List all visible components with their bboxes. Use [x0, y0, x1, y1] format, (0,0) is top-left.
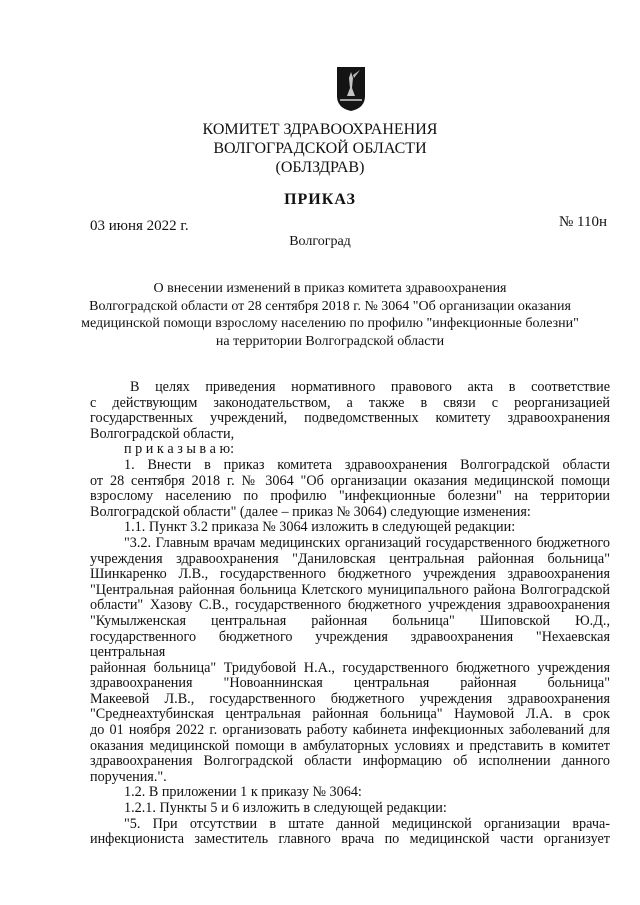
- text-line: районная больница" Тридубовой Н.А., государственного бюджетного учреждения: [90, 659, 610, 676]
- subject-line: О внесении изменений в приказ комитета здравоохранения: [153, 281, 507, 296]
- text-line: государственных учреждений, подведомственных комитету здравоохранения: [90, 410, 610, 427]
- organization-name-line2: ВОЛГОГРАДСКОЙ ОБЛАСТИ: [213, 140, 427, 157]
- order-date: 03 июня 2022 г.: [90, 218, 189, 234]
- text-line: "Центральная районная больница Клетского муниципального района Волгоградской: [90, 581, 610, 598]
- text-line: взрослому населению по профилю "инфекционные болезни" на территории: [90, 488, 610, 505]
- text-line: Волгоградской области" (далее – приказ № 3064) следующие изменения:: [90, 503, 531, 520]
- orders-word: п р и к а з ы в а ю:: [124, 441, 235, 458]
- subject-line: Волгоградской области от 28 сентября 2018 г. № 3064 "Об организации оказания: [89, 298, 571, 314]
- text-line: Макеевой Л.В., государственного бюджетного учреждения здравоохранения: [90, 690, 610, 707]
- text-line: здравоохранения Волгоградской области информацию об исполнении данного: [90, 753, 610, 770]
- item-3-2-quote-paragraph: [90, 536, 610, 552]
- text-line: оказания медицинской помощи в амбулаторных условиях и представить в комитет: [90, 737, 610, 754]
- order-title: ПРИКАЗ: [284, 191, 356, 208]
- preamble-paragraph: [90, 380, 610, 396]
- order-body: [90, 380, 610, 848]
- item-1-1-paragraph: 1.1. Пункт 3.2 приказа № 3064 изложить в следующей редакции:: [124, 519, 516, 536]
- text-line: Шинкаренко Л.В., государственного бюджетного учреждения здравоохранения: [90, 566, 610, 583]
- text-line: "Среднеахтубинская центральная районная больница" Наумовой Л.А. в срок: [90, 706, 610, 723]
- text-line: до 01 ноября 2022 г. организовать работу кабинета инфекционных заболеваний для: [90, 722, 610, 739]
- coat-of-arms-emblem: [336, 66, 366, 112]
- text-line: 1. Внести в приказ комитета здравоохранения Волгоградской области: [124, 456, 610, 473]
- text-line: государственного бюджетного учреждения здравоохранения "Нехаевская центральная: [90, 628, 610, 661]
- text-line: с действующим законодательством, а также в связи с реорганизацией: [90, 394, 610, 411]
- text-line: инфекциониста заместитель главного врача по медицинской части организует: [90, 831, 610, 848]
- text-line: поручения.".: [90, 768, 167, 785]
- organization-abbreviation: (ОБЛЗДРАВ): [275, 159, 365, 176]
- text-line: "3.2. Главным врачам медицинских организаций государственного бюджетного: [124, 534, 610, 551]
- order-number: № 110н: [558, 214, 607, 230]
- item-1-paragraph: [90, 458, 610, 474]
- text-line: учреждения здравоохранения "Даниловская центральная районная больница": [90, 550, 610, 567]
- text-line: "5. При отсутствии в штате данной медицинской организации врача-: [124, 815, 610, 832]
- item-1-2-paragraph: 1.2. В приложении 1 к приказу № 3064:: [124, 784, 362, 801]
- text-line: здравоохранения "Новоаннинская центральная районная больница": [90, 675, 610, 692]
- subject-line: на территории Волгоградской области: [215, 333, 445, 349]
- city-name: Волгоград: [289, 234, 351, 249]
- text-line: от 28 сентября 2018 г. № 3064 "Об организации оказания медицинской помощи: [90, 472, 610, 489]
- item-5-quote-paragraph: [90, 817, 610, 833]
- item-1-2-1-paragraph: 1.2.1. Пункты 5 и 6 изложить в следующей редакции:: [124, 800, 447, 817]
- text-line: В целях приведения нормативного правового акта в соответствие: [130, 379, 610, 395]
- text-line: Волгоградской области,: [90, 425, 235, 442]
- organization-name-line1: КОМИТЕТ ЗДРАВООХРАНЕНИЯ: [202, 121, 438, 138]
- subject-line: медицинской помощи взрослому населению по профилю "инфекционные болезни": [81, 316, 579, 331]
- text-line: "Кумылженская центральная районная больница" Шиповской Ю.Д.,: [90, 612, 610, 629]
- text-line: области" Хазову С.В., государственного бюджетного учреждения здравоохранения: [90, 597, 610, 614]
- order-subject: [60, 280, 600, 350]
